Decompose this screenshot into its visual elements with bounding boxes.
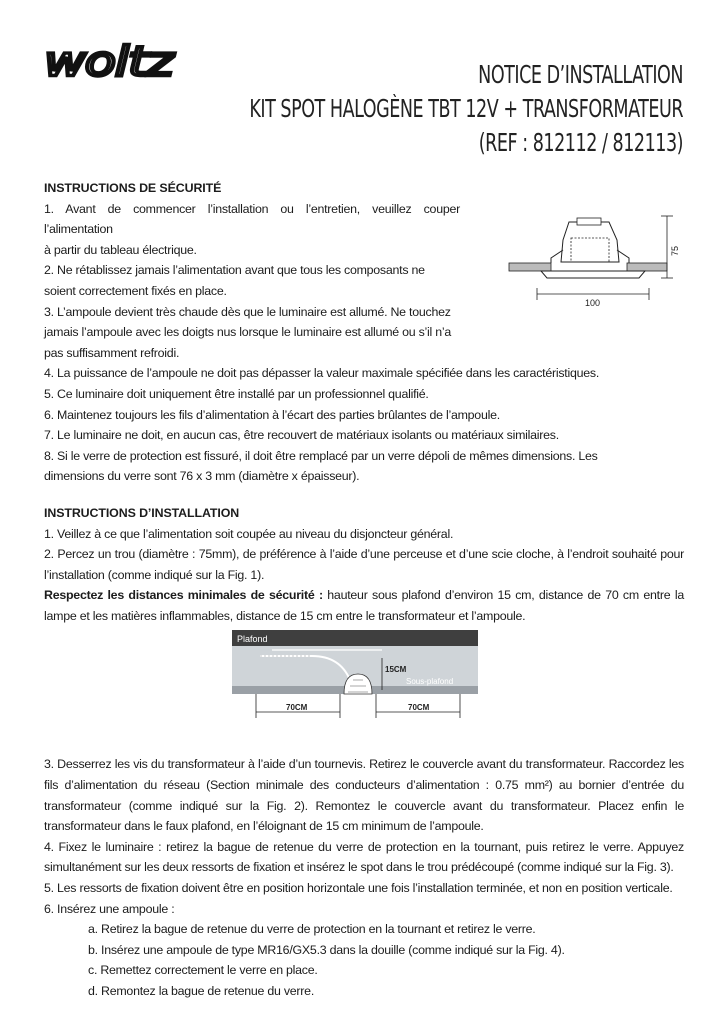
safety-line: soient correctement fixés en place. bbox=[44, 283, 227, 298]
ceiling-label: Plafond bbox=[237, 634, 268, 644]
safety-line: 7. Le luminaire ne doit, en aucun cas, être recouvert de matériaux isolants ou matériaux similaires. bbox=[44, 428, 559, 443]
subceiling-label: Sous-plafond bbox=[406, 677, 454, 686]
ceiling-band bbox=[232, 630, 478, 646]
height-label: 75 bbox=[670, 245, 680, 256]
safety-line: à partir du tableau électrique. bbox=[44, 242, 197, 257]
title-line-3: (REF : 812112 / 812113) bbox=[478, 128, 683, 157]
install-substep: b. Insérez une ampoule de type MR16/GX5.3 dans la douille (comme indiqué sur la Fig. 4). bbox=[88, 942, 565, 957]
install-substep: a. Retirez la bague de retenue du verre de protection en la tournant et retirez le verre. bbox=[88, 922, 536, 937]
safety-line: 2. Ne rétablissez jamais l’alimentation avant que tous les composants ne bbox=[44, 263, 425, 278]
fig1-installation-diagram bbox=[232, 630, 478, 720]
install-step-5: 5. Les ressorts de fixation doivent être en position horizontale une fois l’installation terminée, et non en position verticale. bbox=[44, 881, 673, 896]
document-title bbox=[127, 58, 683, 160]
safety-distances bbox=[44, 585, 684, 626]
install-substep: c. Remettez correctement le verre en place. bbox=[88, 963, 318, 978]
safety-line: 1. Avant de commencer l’installation ou l’entretien, veuillez couper l’alimentation bbox=[44, 201, 460, 237]
install-step-3: 3. Desserrez les vis du transformateur à l’aide d’un tournevis. Retirez le couvercle avant du transformateur. Raccordez les fils d’alimentation du réseau (Section minimale des conducteurs d’alimentation : 0.75 mm²) au bornier d’entrée du transformateur (comme indiqué sur la Fig. 2). Remontez le couvercle avant du transformateur. Placez enfin le transformateur dans le faux plafond, en l’éloignant de 15 cm minimum de l’ampoule. bbox=[44, 757, 684, 834]
safety-line: pas suffisamment refroidi. bbox=[44, 345, 180, 360]
safety-line: 6. Maintenez toujours les fils d’alimentation à l’écart des parties brûlantes de l’ampoule. bbox=[44, 407, 500, 422]
install-step-1: 1. Veillez à ce que l’alimentation soit coupée au niveau du disjoncteur général. bbox=[44, 526, 454, 541]
safety-distances-label: Respectez les distances minimales de sécurité : bbox=[44, 588, 323, 603]
logo-text: woltz bbox=[44, 37, 173, 86]
document-body bbox=[44, 178, 684, 1002]
left-distance-label: 70CM bbox=[286, 703, 308, 712]
install-step-2: 2. Percez un trou (diamètre : 75mm), de préférence à l’aide d’une perceuse et d’une scie cloche, à l’endroit souhaité pour l’installation (comme indiqué sur la Fig. 1). bbox=[44, 547, 684, 582]
install-step-4: 4. Fixez le luminaire : retirez la bague de retenue du verre de protection en la tournant, puis retirez le verre. Appuyez simultanément sur les deux ressorts de fixation et insérez le spot dans le trou prédécoupé (comme indiqué sur la Fig. 3). bbox=[44, 839, 684, 875]
install-substep: d. Remontez la bague de retenue du verre. bbox=[88, 984, 315, 998]
installation-heading: INSTRUCTIONS D’INSTALLATION bbox=[44, 505, 240, 520]
install-step-6: 6. Insérez une ampoule : bbox=[44, 901, 175, 916]
height-label-15cm: 15CM bbox=[385, 665, 407, 674]
safety-line: dimensions du verre sont 76 x 3 mm (diamètre x épaisseur). bbox=[44, 469, 360, 484]
safety-line: 4. La puissance de l’ampoule ne doit pas dépasser la valeur maximale spécifiée dans les caractéristiques. bbox=[44, 366, 600, 381]
right-distance-label: 70CM bbox=[408, 703, 430, 712]
safety-line: 5. Ce luminaire doit uniquement être installé par un professionnel qualifié. bbox=[44, 386, 429, 401]
width-label: 100 bbox=[585, 298, 601, 308]
safety-heading: INSTRUCTIONS DE SÉCURITÉ bbox=[44, 181, 222, 195]
safety-line: 3. L’ampoule devient très chaude dès que le luminaire est allumé. Ne touchez bbox=[44, 304, 451, 319]
safety-intro bbox=[44, 199, 460, 364]
safety-distances-text: hauteur sous plafond d’environ 15 cm, distance de 70 cm entre la lampe et les matières inflammables, distance de 15 cm entre le transformateur et l’ampoule. bbox=[44, 588, 684, 623]
safety-line: jamais l’ampoule avec les doigts nus lorsque le luminaire est allumé ou s’il n’a bbox=[44, 325, 451, 340]
title-line-1: NOTICE D’INSTALLATION bbox=[478, 60, 683, 89]
safety-line: 8. Si le verre de protection est fissuré, il doit être remplacé par un verre dépoli de mêmes dimensions. Les bbox=[44, 448, 598, 463]
title-line-2: KIT SPOT HALOGÈNE TBT 12V + TRANSFORMATEUR bbox=[249, 94, 683, 123]
